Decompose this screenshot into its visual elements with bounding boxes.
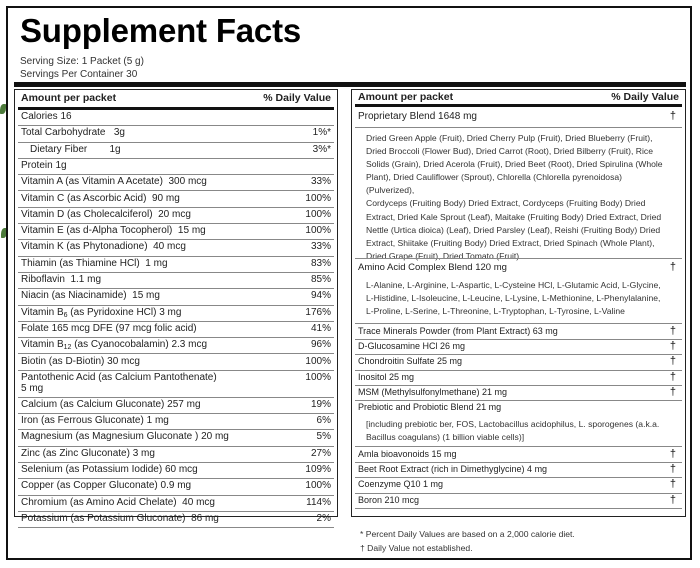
nutrient-row: [18, 240, 334, 256]
nutrient-row: [18, 159, 334, 175]
nutrient-label: [21, 513, 219, 524]
daily-value: 6%: [316, 415, 331, 427]
nutrient-label: [21, 274, 101, 285]
ingredient-label: D-Glucosamine HCl 26 mg: [358, 341, 466, 352]
daily-value: 176%: [305, 306, 331, 318]
daily-value: 33%: [310, 176, 331, 188]
daily-value: 33%: [310, 241, 331, 253]
nutrient-label-text: Zinc (as Zinc Gluconate) 3 mg: [21, 447, 155, 459]
nutrient-label-text: Dietary Fiber 1g: [30, 143, 121, 155]
probiotic-blend-row: [355, 401, 682, 416]
nutrient-label-line2: 5 mg: [21, 382, 44, 394]
nutrient-label-text: Magnesium (as Magnesium Gluconate ) 20 mg: [21, 431, 229, 443]
nutrient-row: [18, 306, 334, 322]
nutrient-subscript: 12: [63, 344, 72, 352]
dagger-mark: †: [669, 325, 676, 337]
ingredient-row: [355, 494, 682, 509]
blend-line: L-Histidine, L-Isoleucine, L-Leucine, L-Lysine, L-Methionine, L-Phenylalanine,: [366, 293, 661, 304]
nutrient-row: [18, 110, 334, 126]
nutrient-label-text: Potassium (as Potassium Gluconate) 86 mg: [21, 512, 219, 524]
daily-value: 1%*: [312, 127, 331, 139]
nutrient-label: [30, 144, 121, 155]
nutrient-row: [18, 512, 334, 528]
dagger-mark: †: [669, 355, 676, 368]
nutrient-label-text: Vitamin D (as Cholecalciferol) 20 mcg: [21, 208, 191, 220]
ingredient-row: [355, 386, 682, 401]
nutrient-label: [21, 127, 125, 138]
blend-line: Extract, Shiitake (Fruiting Body) Dried Extract, Dried Spinach (Whole Plant),: [366, 237, 655, 248]
proprietary-blend-label: Proprietary Blend 1648 mg: [358, 111, 477, 122]
nutrient-label: [21, 241, 186, 252]
nutrient-label: [21, 399, 201, 410]
blend-line: Plant), Dried Cauliflower (Sprout), Chlorella (Chlorella pyrenoidosa) (Pulverized),: [366, 172, 623, 196]
nutrient-label: [21, 480, 191, 491]
amino-blend-ingredients: [366, 279, 671, 318]
blend-line: [including prebiotic ber, FOS, Lactobacillus acidophilus, L. sporogenes (a.k.a.: [366, 419, 660, 429]
nutrient-label: [21, 448, 155, 459]
thick-divider: [14, 82, 686, 87]
divider: [355, 446, 682, 447]
ingredient-label: Boron 210 mcg: [358, 494, 420, 505]
proprietary-blend-row: [355, 110, 682, 128]
daily-value: 3%*: [312, 143, 331, 155]
nutrient-row: [18, 479, 334, 495]
daily-value: 114%: [306, 496, 331, 508]
nutrient-row: [18, 175, 334, 191]
blend-line: Dried Broccoli (Flower Bud), Dried Carrot (Root), Dried Bilberry (Fruit), Rice: [366, 146, 653, 157]
daily-value: 96%: [310, 339, 331, 351]
amino-blend-row: [355, 261, 682, 277]
dv-header: % Daily Value: [611, 91, 679, 103]
nutrient-label: [21, 356, 140, 367]
nutrient-row: [18, 289, 334, 305]
nutrient-label: [21, 323, 197, 334]
ingredient-row: [355, 448, 682, 463]
nutrient-label: [21, 497, 215, 508]
blend-line: Dried Grape (Fruit), Dried Tomato (Fruit).: [366, 250, 522, 261]
ingredient-label: Chondroitin Sulfate 25 mg: [358, 356, 463, 367]
dagger-mark: †: [669, 370, 676, 383]
nutrient-label-text: Total Carbohydrate 3g: [21, 127, 125, 139]
nutrient-label: [21, 431, 229, 442]
serving-size: Serving Size: 1 Packet (5 g): [20, 56, 144, 67]
daily-value: 41%: [310, 322, 331, 334]
daily-value: 100%: [305, 192, 331, 204]
ingredient-label: MSM (Methylsulfonylmethane) 21 mg: [358, 386, 508, 397]
nutrient-label-text: Vitamin A (as Vitamin A Acetate) 300 mcg: [21, 176, 207, 188]
nutrient-row: [18, 126, 334, 142]
blend-line: Extract, Dried Kale Sprout (Leaf), Maitake (Fruiting Body) Dried Extract, Dried: [366, 211, 662, 222]
nutrient-row: [18, 322, 334, 338]
ingredient-row: [355, 355, 682, 370]
nutrient-label-text: Iron (as Ferrous Gluconate) 1 mg: [21, 415, 169, 427]
nutrient-label-text: Biotin (as D-Biotin) 30 mcg: [21, 355, 140, 367]
daily-value: 100%: [305, 480, 331, 492]
ingredient-label: Beet Root Extract (rich in Dimethyglycine) 4 mg: [358, 464, 548, 475]
dagger-mark: †: [669, 340, 676, 353]
amount-header: Amount per packet: [358, 91, 454, 103]
blend-line: Cordyceps (Fruiting Body) Dried Extract, Cordyceps (Fruiting Body) Dried: [366, 198, 646, 209]
nutrient-label-text: Thiamin (as Thiamine HCl) 1 mg: [21, 257, 168, 269]
nutrient-label-text: Riboflavin 1.1 mg: [21, 274, 102, 285]
ingredient-row: [355, 325, 682, 340]
nutrient-label-text: Copper (as Copper Gluconate) 0.9 mg: [21, 480, 192, 492]
blend-line: L-Alanine, L-Arginine, L-Aspartic, L-Cysteine HCl, L-Glutamic Acid, L-Glycine,: [366, 280, 661, 290]
daily-value: 100%: [305, 371, 331, 383]
nutrient-label-text: Vitamin B: [21, 306, 64, 318]
nutrient-label: [21, 258, 168, 269]
daily-value: 94%: [310, 290, 331, 302]
nutrient-row: [18, 447, 334, 463]
nutrient-label-text: Vitamin C (as Ascorbic Acid) 90 mg: [21, 192, 180, 204]
daily-value: 85%: [310, 274, 331, 285]
nutrient-label-text: (as Cyanocobalamin) 2.3 mcg: [71, 339, 208, 351]
blend-line: Dried Green Apple (Fruit), Dried Cherry Pulp (Fruit), Dried Blueberry (Fruit),: [366, 133, 653, 143]
proprietary-blend-ingredients: [366, 132, 671, 263]
ingredient-row: [355, 340, 682, 355]
nutrient-row: [18, 355, 334, 371]
right-column-header: [355, 90, 682, 107]
nutrient-label: [21, 464, 198, 475]
dagger-mark: †: [669, 478, 676, 491]
dagger-mark: †: [669, 110, 676, 122]
nutrient-row: [18, 338, 334, 354]
nutrient-label: [21, 372, 217, 394]
nutrient-row: [18, 192, 334, 208]
nutrient-label-text: Pantothenic Acid (as Calcium Pantothenate): [21, 371, 217, 383]
ingredient-label: Coenzyme Q10 1 mg: [358, 479, 444, 490]
dagger-mark: †: [669, 493, 676, 506]
footnote-percent: * Percent Daily Values are based on a 2,000 calorie diet.: [360, 529, 575, 539]
nutrient-label: [21, 307, 181, 319]
blend-line: Solids (Grain), Dried Acerola (Fruit), Dried Beet (Root), Dried Spirulina (Whole: [366, 159, 663, 170]
nutrient-row: [18, 224, 334, 240]
nutrient-label: [21, 225, 206, 236]
nutrient-row: [18, 430, 334, 446]
nutrient-label-text: Folate 165 mcg DFE (97 mcg folic acid): [21, 322, 197, 334]
divider: [355, 323, 682, 324]
nutrient-row: [18, 143, 334, 159]
blend-line: Nettle (Urtica dioica) (Leaf), Dried Parsley (Leaf), Reishi (Fruiting Body) Dried: [366, 224, 661, 235]
ingredient-label: Trace Minerals Powder (from Plant Extract) 63 mg: [358, 326, 558, 336]
nutrient-row: [18, 414, 334, 430]
nutrient-subscript: 6: [63, 311, 68, 319]
daily-value: 100%: [305, 208, 331, 220]
ingredient-label: Inositol 25 mg: [358, 371, 415, 382]
nutrient-label-text: Vitamin B: [21, 339, 64, 351]
ingredient-row: [355, 463, 682, 478]
nutrient-label: [21, 160, 67, 171]
nutrient-label-text: (as Pyridoxine HCl) 3 mg: [67, 306, 182, 318]
daily-value: 109%: [305, 464, 331, 475]
nutrient-label: [21, 111, 72, 122]
nutrient-label-text: Vitamin E (as d-Alpha Tocopherol) 15 mg: [21, 225, 206, 237]
nutrient-row: [18, 371, 334, 398]
ingredient-row: [355, 478, 682, 493]
nutrient-row: [18, 208, 334, 224]
ingredient-label: Amla bioavonoids 15 mg: [358, 449, 457, 459]
daily-value: 100%: [305, 225, 331, 237]
nutrient-label: [21, 209, 191, 220]
footnote-dagger: † Daily Value not established.: [360, 543, 473, 553]
nutrient-row: [18, 257, 334, 273]
dv-header: % Daily Value: [263, 92, 331, 104]
daily-value: 19%: [310, 398, 331, 410]
dagger-mark: †: [669, 261, 676, 273]
nutrient-label-text: Vitamin K (as Phytonadione) 40 mcg: [21, 241, 186, 253]
nutrient-row: [18, 398, 334, 414]
nutrient-row: [18, 273, 334, 289]
right-ingredient-table: [351, 89, 686, 517]
nutrient-label-text: Protein 1g: [21, 159, 67, 171]
dagger-mark: †: [669, 385, 676, 398]
left-nutrient-table: [14, 89, 338, 524]
nutrient-label: [21, 339, 207, 351]
daily-value: 2%: [316, 512, 331, 524]
page-title: Supplement Facts: [20, 12, 302, 49]
daily-value: 83%: [310, 257, 331, 269]
divider: [355, 258, 682, 259]
nutrient-label-text: Selenium (as Potassium Iodide) 60 mcg: [21, 464, 198, 475]
nutrient-label-text: Chromium (as Amino Acid Chelate) 40 mcg: [21, 496, 215, 508]
nutrient-label: [21, 176, 207, 187]
amount-header: Amount per packet: [21, 92, 117, 104]
dagger-mark: †: [669, 463, 676, 476]
blend-line: L-Proline, L-Serine, L-Threonine, L-Tryptophan, L-Tyrosine, L-Valine: [366, 306, 625, 317]
daily-value: 5%: [316, 431, 331, 443]
blend-line: Bacillus coagulans) (1 billion viable cells)]: [366, 431, 525, 442]
probiotic-blend-label: Prebiotic and Probiotic Blend 21 mg: [358, 402, 502, 412]
left-column-header: [18, 90, 334, 110]
nutrient-label: [21, 415, 169, 426]
dagger-mark: †: [669, 448, 676, 460]
ingredient-row: [355, 371, 682, 386]
nutrient-row: [18, 463, 334, 479]
amino-blend-label: Amino Acid Complex Blend 120 mg: [358, 262, 507, 273]
nutrient-label-text: Niacin (as Niacinamide) 15 mg: [21, 290, 160, 302]
nutrient-label-text: Calories 16: [21, 111, 72, 122]
nutrient-label: [21, 290, 160, 301]
daily-value: 27%: [310, 447, 331, 459]
servings-per-container: Servings Per Container 30: [20, 69, 138, 80]
nutrient-row: [18, 496, 334, 512]
daily-value: 100%: [305, 355, 331, 367]
nutrient-label-text: Calcium (as Calcium Gluconate) 257 mg: [21, 398, 201, 410]
probiotic-blend-ingredients: [366, 418, 671, 443]
nutrient-label: [21, 193, 180, 204]
